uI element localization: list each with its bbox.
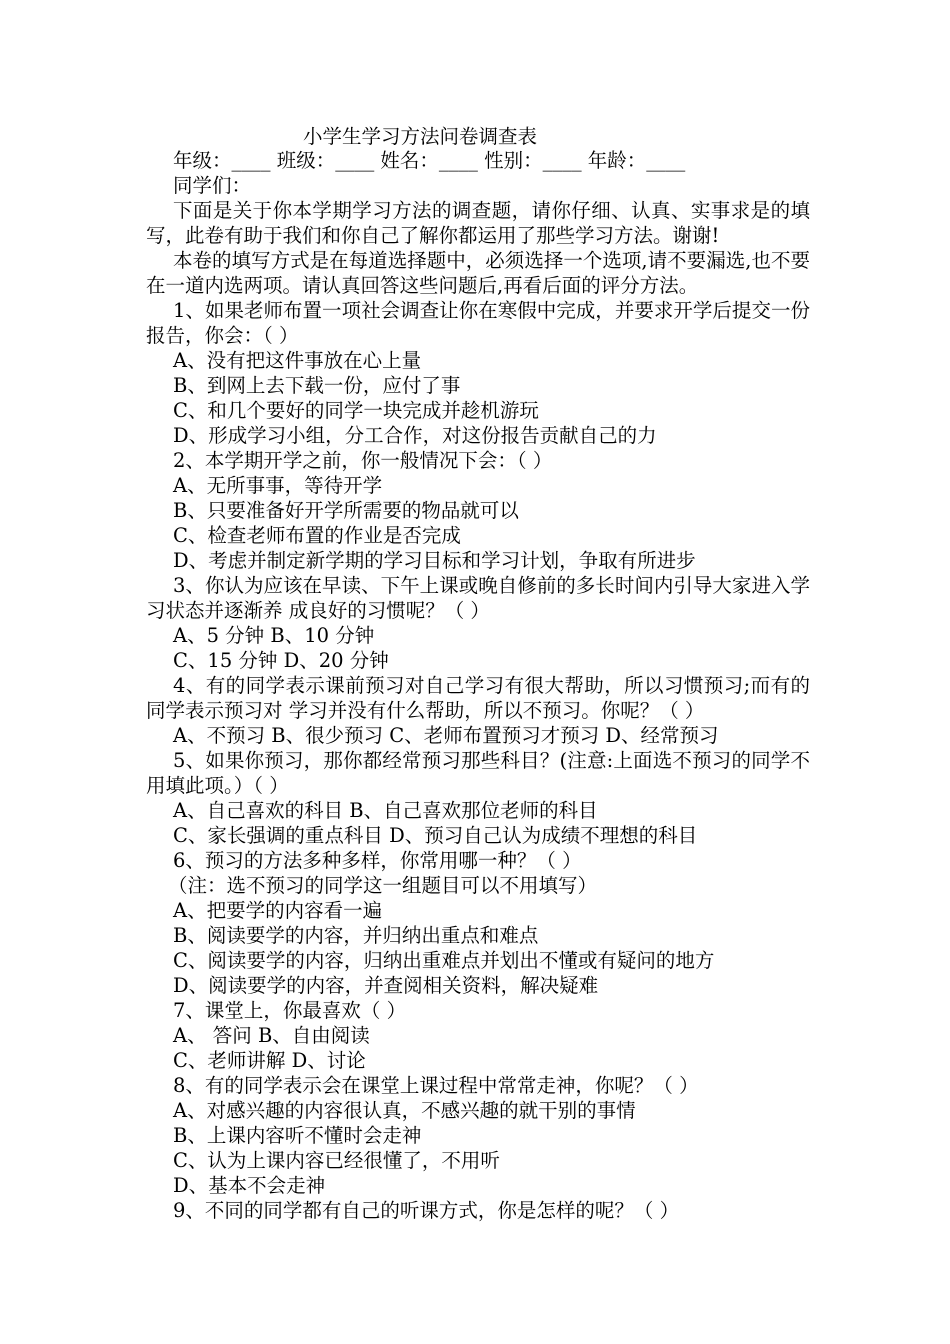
question-2-option-a: A、无所事事，等待开学 [173, 474, 383, 497]
question-2-text: 2、本学期开学之前，你一般情况下会：（ ） [173, 449, 553, 472]
question-8-option-a: A、对感兴趣的内容很认真，不感兴趣的就干别的事情 [173, 1099, 636, 1122]
question-7-text: 7、课堂上，你最喜欢（ ） [173, 999, 407, 1022]
question-6-note: （注：选不预习的同学这一组题目可以不用填写） [168, 874, 598, 897]
question-6-text: 6、预习的方法多种多样，你常用哪一种？（ ） [173, 849, 582, 872]
greeting: 同学们： [173, 174, 252, 197]
info-line: 年级：____ 班级：____ 姓名：____ 性别：____ 年龄：____ [173, 149, 686, 172]
question-1-option-b: B、到网上去下载一份，应付了事 [173, 374, 461, 397]
question-3-option-ab: A、5 分钟 B、10 分钟 [173, 624, 375, 647]
document-body [146, 148, 810, 1223]
question-1-option-c: C、和几个要好的同学一块完成并趁机游玩 [173, 399, 539, 422]
question-5-text: 5、如果你预习，那你都经常预习那些科目？(注意:上面选不预习的同学不用填此项。）（ ） [146, 749, 810, 797]
intro-paragraph: 本卷的填写方式是在每道选择题中，必须选择一个选项,请不要漏选,也不要在一道内选两项。请认真回答这些问题后,再看后面的评分方法。 [146, 249, 810, 297]
question-6-option-d: D、阅读要学的内容，并查阅相关资料，解决疑难 [173, 974, 599, 997]
question-3-option-cd: C、15 分钟 D、20 分钟 [173, 649, 389, 672]
question-5-option-ab: A、自己喜欢的科目 B、自己喜欢那位老师的科目 [173, 799, 598, 822]
question-6-option-a: A、把要学的内容看一遍 [173, 899, 383, 922]
question-3-text: 3、你认为应该在早读、下午上课或晚自修前的多长时间内引导大家进入学习状态并逐渐养 成良好的习惯呢？（ ） [146, 574, 810, 622]
question-8-option-b: B、上课内容听不懂时会走神 [173, 1124, 422, 1147]
question-9-text: 9、不同的同学都有自己的听课方式，你是怎样的呢？（ ） [173, 1199, 680, 1222]
question-8-text: 8、有的同学表示会在课堂上课过程中常常走神，你呢？（ ） [173, 1074, 699, 1097]
question-1-text: 1、如果老师布置一项社会调查让你在寒假中完成，并要求开学后提交一份报告，你会：（ ） [146, 299, 810, 347]
question-4-text: 4、有的同学表示课前预习对自己学习有很大帮助，所以习惯预习;而有的同学表示预习对 学习并没有什么帮助，所以不预习。你呢？（ ） [146, 674, 810, 722]
question-1-option-d: D、形成学习小组，分工合作，对这份报告贡献自己的力 [173, 424, 657, 447]
question-6-option-c: C、阅读要学的内容，归纳出重难点并划出不懂或有疑问的地方 [173, 949, 715, 972]
question-2-option-d: D、考虑并制定新学期的学习目标和学习计划，争取有所进步 [173, 549, 696, 572]
question-4-options: A、不预习 B、很少预习 C、老师布置预习才预习 D、经常预习 [173, 724, 719, 747]
question-1-option-a: A、没有把这件事放在心上量 [173, 349, 422, 372]
page-title: 小学生学习方法问卷调查表 [303, 125, 538, 148]
question-5-option-cd: C、家长强调的重点科目 D、预习自己认为成绩不理想的科目 [173, 824, 698, 847]
question-2-option-b: B、只要准备好开学所需要的物品就可以 [173, 499, 519, 522]
question-7-option-ab: A、 答问 B、自由阅读 [173, 1024, 370, 1047]
question-6-option-b: B、阅读要学的内容，并归纳出重点和难点 [173, 924, 539, 947]
question-2-option-c: C、检查老师布置的作业是否完成 [173, 524, 461, 547]
question-8-option-c: C、认为上课内容已经很懂了，不用听 [173, 1149, 500, 1172]
question-7-option-cd: C、老师讲解 D、讨论 [173, 1049, 366, 1072]
intro-paragraph: 下面是关于你本学期学习方法的调查题，请你仔细、认真、实事求是的填写，此卷有助于我们和你自己了解你都运用了那些学习方法。谢谢! [146, 199, 810, 247]
question-8-option-d: D、基本不会走神 [173, 1174, 326, 1197]
